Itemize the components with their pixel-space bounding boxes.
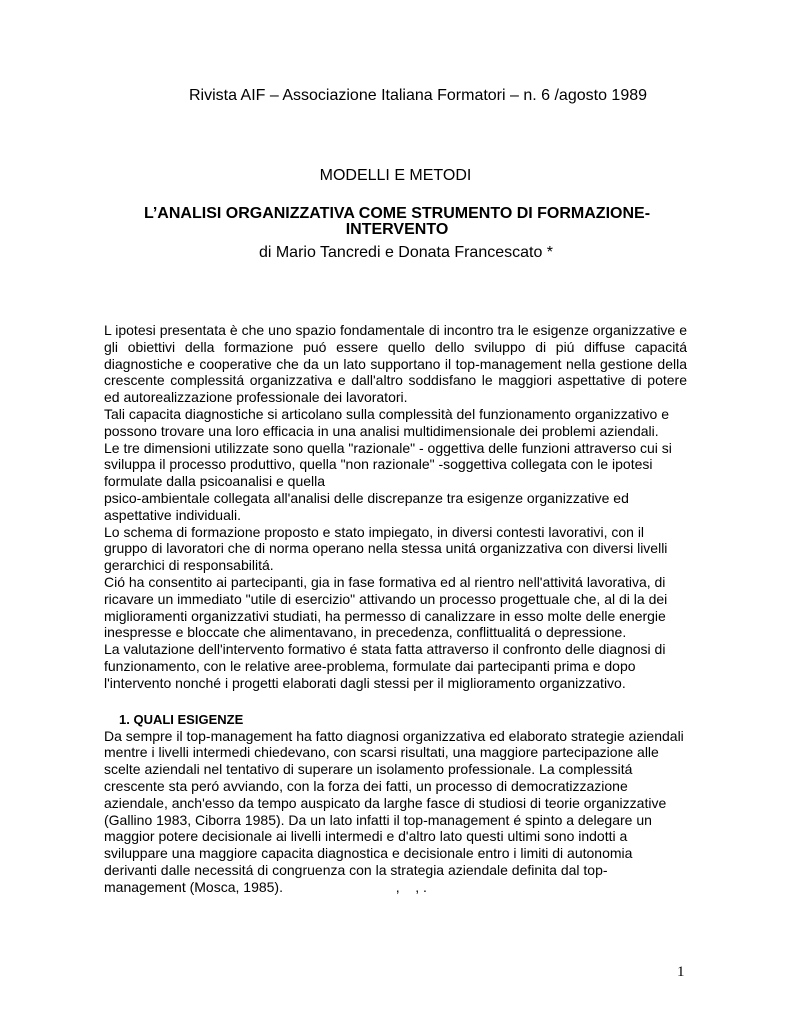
section-paragraph: Da sempre il top-management ha fatto diagnosi organizzativa ed elaborato strategie aziendali mentre i livelli intermedi chiedevano, con scarsi risultati, una maggiore partecipazione alle scelte aziendali nel tentativo di superare un isolamento professionale. La complessitá crescente sta peró avviando, con la forza dei fatti, un processo di democratizzazione aziendale, anch'esso da tempo auspicato da larghe fasce di studiosi di teorie organizzative (Gallino 1983, Ciborra 1985). Da un lato infatti il top-management é spinto a delegare un maggior potere decisionale ai livelli intermedi e d'altro lato questi ultimi sono indotti a sviluppare una maggiore capacita diagnostica e decisionale entro i limiti di autonomia derivanti dalle necessitá di congruenza con la strategia aziendale definita dal top-management (Mosca, 1985). , , . [104, 727, 688, 895]
page-number: 1 [677, 964, 685, 980]
abstract-paragraph: L ipotesi presentata è che uno spazio fondamentale di incontro tra le esigenze organizzative e gli obiettivi della formazione puó essere quello dello sviluppo di piú diffuse capacitá diagnostiche e cooperative che da un lato supportano il top-management nella gestione della crescente complessitá organizzativa e dall'altro soddisfano le maggiori aspettative di potere ed autorealizzazione professionale dei lavoratori. [104, 322, 687, 406]
journal-header: Rivista AIF – Associazione Italiana Formatori – n. 6 /agosto 1989 [188, 87, 648, 104]
abstract-paragraph: Le tre dimensioni utilizzate sono quella "razionale" - oggettiva delle funzioni attraverso cui si sviluppa il processo produttivo, quella "non razionale" -soggettiva collegata con le ipotesi formulate dalla psicoanalisi e quella [104, 439, 672, 490]
abstract-paragraph: Tali capacita diagnostiche si articolano sulla complessità del funzionamento organizzativo e possono trovare una loro efficacia in una analisi multidimensionale dei problemi aziendali. [104, 405, 669, 439]
abstract-paragraph: La valutazione dell'intervento formativo é stata fatta attraverso il confronto delle diagnosi di funzionamento, con le relative aree-problema, formulate dai partecipanti prima e dopo l'intervento nonché i progetti elaborati dagli stessi per il miglioramento organizzativo. [104, 641, 666, 691]
abstract-paragraph: psico-ambientale collegata all'analisi delle discrepanze tra esigenze organizzative ed aspettative individuali. [104, 489, 629, 523]
abstract-paragraph: Lo schema di formazione proposto e stato impiegato, in diversi contesti lavorativi, con il gruppo di lavoratori che di norma operano nella stessa unitá organizzativa con diversi livelli gerarchici di responsabilitá. [104, 523, 668, 574]
section-heading: 1. QUALI ESIGENZE [119, 711, 244, 727]
article-title: L’ANALISI ORGANIZZATIVA COME STRUMENTO DI FORMAZIONE-INTERVENTO [143, 205, 651, 238]
article-body [104, 322, 687, 896]
abstract-paragraph: Ció ha consentito ai partecipanti, gia in fase formativa ed al rientro nell'attivitá lavorativa, di ricavare un immediato "utile di esercizio" attivando un processo progettuale che, al di la dei miglioramenti organizzativi studiati, ha permesso di canalizzare in esso molte delle energie inespresse e bloccate che alimentavano, in precedenza, conflittualitá o depressione. [104, 573, 668, 641]
section-label: MODELLI E METODI [319, 167, 472, 184]
article-authors: di Mario Tancredi e Donata Francescato * [258, 244, 554, 261]
